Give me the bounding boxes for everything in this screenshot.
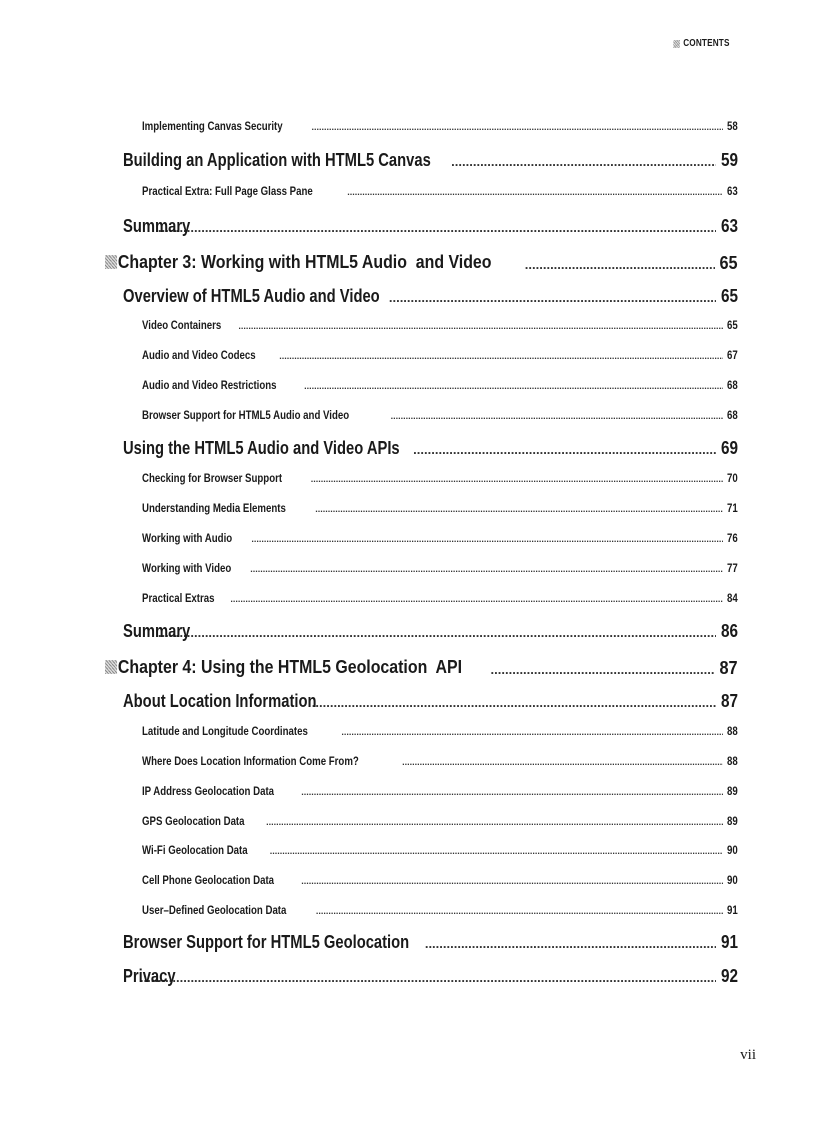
dot-leader bbox=[250, 564, 723, 574]
toc-entry-page: 67 bbox=[727, 350, 738, 362]
toc-entry[interactable] bbox=[142, 473, 738, 485]
dot-leader bbox=[347, 187, 723, 197]
dot-leader bbox=[304, 381, 723, 391]
dot-leader bbox=[316, 906, 723, 916]
toc-entry-title: Privacy bbox=[123, 966, 176, 986]
page-number: vii bbox=[740, 1047, 756, 1063]
dot-leader bbox=[315, 504, 723, 514]
toc-entry-title: Cell Phone Geolocation Data bbox=[142, 875, 275, 887]
toc-entry[interactable] bbox=[123, 932, 738, 953]
dot-leader bbox=[158, 625, 716, 640]
toc-entry-title: Latitude and Longitude Coordinates bbox=[142, 726, 308, 738]
toc-entry-page: 68 bbox=[727, 380, 738, 392]
dot-leader bbox=[140, 970, 716, 985]
toc-entry-title: User–Defined Geolocation Data bbox=[142, 905, 287, 917]
toc-entry-title: Summary bbox=[123, 621, 191, 641]
toc-entry-page: 70 bbox=[727, 473, 738, 485]
toc-entry-page: 58 bbox=[727, 121, 738, 133]
dot-leader bbox=[279, 351, 723, 361]
toc-entry-title: Practical Extras bbox=[142, 593, 215, 605]
chapter-mark-icon bbox=[105, 255, 117, 269]
toc-entry-title: Building an Application with HTML5 Canvas bbox=[123, 150, 431, 170]
toc-entry[interactable] bbox=[142, 186, 738, 198]
toc-entry-title: Summary bbox=[123, 216, 191, 236]
dot-leader bbox=[270, 846, 723, 856]
toc-entry-page: 77 bbox=[727, 563, 738, 575]
toc-entry-page: 84 bbox=[727, 593, 738, 605]
toc-entry-title: IP Address Geolocation Data bbox=[142, 786, 275, 798]
toc-entry-title: Overview of HTML5 Audio and Video bbox=[123, 286, 380, 306]
toc-entry-page: 89 bbox=[727, 786, 738, 798]
toc-entry[interactable] bbox=[142, 533, 738, 545]
toc-entry-page: 89 bbox=[727, 816, 738, 828]
toc-entry-title: Chapter 4: Using the HTML5 Geolocation API bbox=[117, 656, 463, 677]
dot-leader bbox=[525, 257, 716, 272]
dot-leader bbox=[413, 442, 716, 457]
running-header-title: CONTENTS bbox=[683, 38, 730, 49]
toc-entry[interactable] bbox=[142, 350, 738, 362]
toc-entry-title: Using the HTML5 Audio and Video APIs bbox=[123, 438, 400, 458]
toc-entry[interactable] bbox=[142, 380, 738, 392]
dot-leader bbox=[301, 876, 723, 886]
toc-entry-page: 88 bbox=[727, 726, 738, 738]
toc-entry-page: 87 bbox=[719, 657, 738, 678]
toc-entry-page: 90 bbox=[727, 875, 738, 887]
toc-entry[interactable] bbox=[142, 756, 738, 768]
toc-entry[interactable] bbox=[123, 286, 738, 307]
toc-entry[interactable] bbox=[123, 150, 738, 171]
toc-entry-title: Wi-Fi Geolocation Data bbox=[142, 845, 248, 857]
toc-entry[interactable] bbox=[142, 320, 738, 332]
toc-entry-title: Working with Video bbox=[142, 563, 232, 575]
dot-leader bbox=[251, 534, 723, 544]
dot-leader bbox=[402, 757, 723, 767]
toc-chapter-entry[interactable] bbox=[105, 251, 738, 274]
toc-entry[interactable] bbox=[142, 410, 738, 422]
dot-leader bbox=[158, 220, 716, 235]
toc-entry-page: 71 bbox=[727, 503, 738, 515]
toc-entry-title: About Location Information bbox=[123, 691, 317, 711]
dot-leader bbox=[389, 290, 716, 305]
dot-leader bbox=[341, 727, 723, 737]
toc-entry[interactable] bbox=[142, 503, 738, 515]
toc-entry[interactable] bbox=[123, 438, 738, 459]
toc-entry-title: Working with Audio bbox=[142, 533, 233, 545]
dot-leader bbox=[301, 787, 723, 797]
toc-entry-page: 63 bbox=[720, 216, 738, 236]
dot-leader bbox=[238, 321, 723, 331]
dot-leader bbox=[266, 817, 723, 827]
toc-entry[interactable] bbox=[142, 593, 738, 605]
toc-entry-page: 65 bbox=[719, 252, 738, 273]
toc-entry-title: Video Containers bbox=[142, 320, 222, 332]
toc-entry-title: Understanding Media Elements bbox=[142, 503, 286, 515]
dot-leader bbox=[425, 936, 716, 951]
dot-leader bbox=[391, 411, 724, 421]
toc-entry-page: 91 bbox=[720, 932, 738, 952]
toc-entry-title: Where Does Location Information Come From? bbox=[142, 756, 359, 768]
toc-entry-title: Chapter 3: Working with HTML5 Audio and Video bbox=[117, 251, 492, 272]
toc-entry-title: Audio and Video Restrictions bbox=[142, 380, 277, 392]
dot-leader bbox=[491, 662, 716, 677]
toc-entry-page: 68 bbox=[727, 410, 738, 422]
dot-leader bbox=[311, 474, 723, 484]
toc-entry-title: GPS Geolocation Data bbox=[142, 816, 245, 828]
dot-leader bbox=[311, 122, 723, 132]
section-mark-icon bbox=[674, 40, 681, 48]
toc-entry-page: 86 bbox=[720, 621, 738, 641]
toc-entry-page: 69 bbox=[720, 438, 738, 458]
toc-entry[interactable] bbox=[142, 816, 738, 828]
toc-entry-page: 65 bbox=[720, 286, 738, 306]
dot-leader bbox=[230, 594, 723, 604]
toc-entry[interactable] bbox=[142, 845, 738, 857]
toc-entry[interactable] bbox=[142, 905, 738, 917]
toc-entry-page: 59 bbox=[720, 150, 738, 170]
toc-entry-title: Implementing Canvas Security bbox=[142, 121, 283, 133]
toc-entry[interactable] bbox=[123, 216, 738, 237]
toc-entry[interactable] bbox=[142, 875, 738, 887]
toc-entry-title: Browser Support for HTML5 Audio and Video bbox=[142, 410, 350, 422]
toc-entry[interactable] bbox=[123, 966, 738, 987]
toc-entry[interactable] bbox=[142, 563, 738, 575]
toc-entry-page: 91 bbox=[727, 905, 738, 917]
toc-entry-title: Audio and Video Codecs bbox=[142, 350, 256, 362]
toc-entry[interactable] bbox=[123, 621, 738, 642]
toc-entry-title: Practical Extra: Full Page Glass Pane bbox=[142, 186, 313, 198]
running-header bbox=[674, 38, 730, 49]
toc-entry[interactable] bbox=[142, 726, 738, 738]
toc-entry[interactable] bbox=[123, 691, 738, 712]
toc-entry-page: 92 bbox=[720, 966, 738, 986]
toc-entry-title: Browser Support for HTML5 Geolocation bbox=[123, 932, 410, 952]
toc-entry-page: 90 bbox=[727, 845, 738, 857]
toc-entry-title: Checking for Browser Support bbox=[142, 473, 283, 485]
chapter-mark-icon bbox=[105, 660, 117, 674]
toc-entry-page: 88 bbox=[727, 756, 738, 768]
toc-entry-page: 76 bbox=[727, 533, 738, 545]
dot-leader bbox=[312, 695, 716, 710]
toc-entry-page: 65 bbox=[727, 320, 738, 332]
toc-entry-page: 87 bbox=[720, 691, 738, 711]
toc-entry-page: 63 bbox=[727, 186, 738, 198]
toc-chapter-entry[interactable] bbox=[105, 656, 738, 679]
toc-entry[interactable] bbox=[142, 121, 738, 133]
dot-leader bbox=[451, 154, 716, 169]
toc-entry[interactable] bbox=[142, 786, 738, 798]
